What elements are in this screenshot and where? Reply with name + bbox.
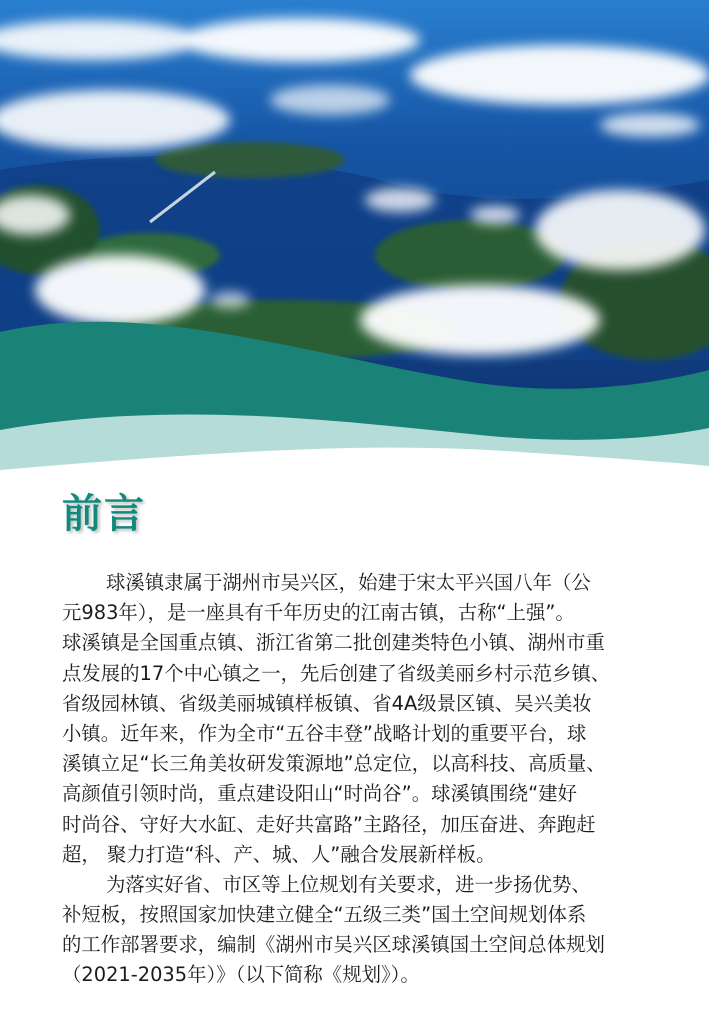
aerial-lake-illustration [0, 0, 709, 470]
paragraph-line: 时尚谷、守好大水缸、走好共富路”主路径，加压奋进、奔跑赶 [62, 812, 596, 836]
paragraph-line: 小镇。近年来，作为全市“五谷丰登”战略计划的重要平台，球 [62, 721, 587, 745]
paragraph-line: 元983年），是一座具有千年历史的江南古镇，古称“上强”。 [62, 601, 575, 625]
paragraph-line: 省级园林镇、省级美丽城镇样板镇、省4A级景区镇、吴兴美妆 [62, 691, 592, 715]
paragraph-line: 为落实好省、市区等上位规划有关要求，进一步扬优势、 [106, 872, 591, 896]
paragraph-line: 球溪镇是全国重点镇、浙江省第二批创建类特色小镇、湖州市重 [62, 631, 605, 655]
paragraph-line: 的工作部署要求，编制《湖州市吴兴区球溪镇国土空间总体规划 [62, 933, 605, 957]
cover-photo [0, 0, 709, 470]
paragraph-line: 补短板，按照国家加快建立健全“五级三类”国土空间规划体系 [62, 903, 587, 927]
paragraph [62, 568, 670, 870]
paragraph-line: 高颜值引领时尚，重点建设阳山“时尚谷”。球溪镇围绕“建好 [62, 782, 577, 806]
paragraph-line: 溪镇立足“长三角美妆研发策源地”总定位，以高科技、高质量、 [62, 752, 606, 776]
paragraph-line: 球溪镇隶属于湖州市吴兴区，始建于宋太平兴国八年（公 [106, 571, 591, 594]
page-title: 前言 [62, 491, 146, 537]
paragraph-line: 点发展的17个中心镇之一，先后创建了省级美丽乡村示范乡镇、 [62, 661, 611, 685]
paragraph-line: 超， 聚力打造“科、产、城、人”融合发展新样板。 [62, 842, 496, 866]
paragraph [62, 870, 670, 991]
preface-body [62, 568, 670, 991]
paragraph-line: （2021-2035年）》（以下简称《规划》）。 [62, 963, 420, 987]
